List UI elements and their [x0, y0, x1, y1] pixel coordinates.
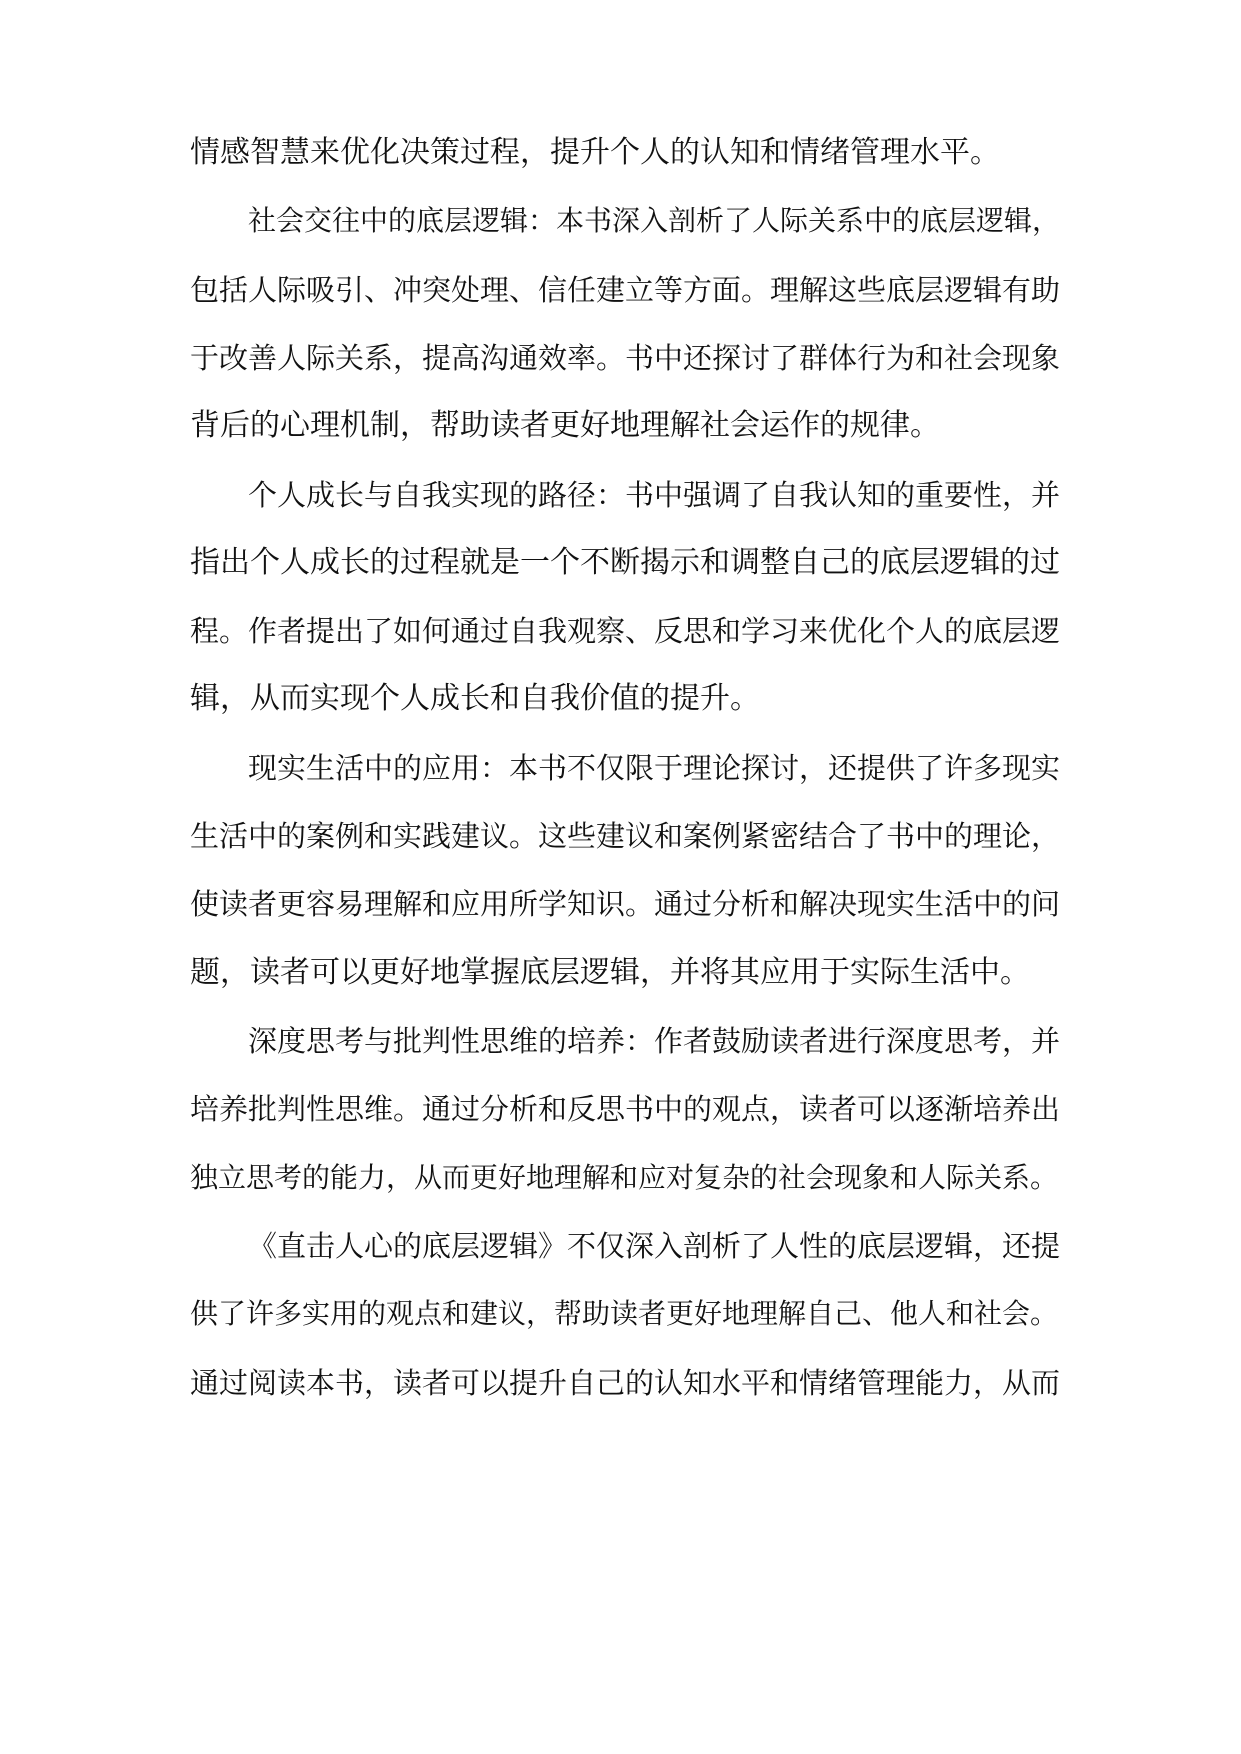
text-line: 独立思考的能力，从而更好地理解和应对复杂的社会现象和人际关系。 [190, 1161, 1059, 1194]
text-line: 个人成长与自我实现的路径：书中强调了自我认知的重要性，并 [248, 478, 1061, 512]
text-line: 指出个人成长的过程就是一个不断揭示和调整自己的底层逻辑的过 [190, 545, 1060, 580]
text-line: 现实生活中的应用：本书不仅限于理论探讨，还提供了许多现实 [248, 751, 1061, 785]
text-line: 社会交往中的底层逻辑：本书深入剖析了人际关系中的底层逻辑， [248, 204, 1061, 237]
text-line: 程。作者提出了如何通过自我观察、反思和学习来优化个人的底层逻 [190, 614, 1061, 648]
text-line: 题，读者可以更好地掌握底层逻辑，并将其应用于实际生活中。 [190, 955, 1030, 990]
text-line: 培养批判性思维。通过分析和反思书中的观点，读者可以逐渐培养出 [190, 1092, 1061, 1126]
text-line: 通过阅读本书，读者可以提升自己的认知水平和情绪管理能力，从而 [190, 1366, 1061, 1400]
text-line: 供了许多实用的观点和建议，帮助读者更好地理解自己、他人和社会。 [190, 1297, 1059, 1330]
text-line: 深度思考与批判性思维的培养：作者鼓励读者进行深度思考，并 [248, 1024, 1061, 1058]
text-line: 使读者更容易理解和应用所学知识。通过分析和解决现实生活中的问 [190, 887, 1061, 921]
text-line: 情感智慧来优化决策过程，提升个人的认知和情绪管理水平。 [190, 135, 1000, 170]
text-line: 背后的心理机制，帮助读者更好地理解社会运作的规律。 [190, 408, 940, 443]
text-line: 生活中的案例和实践建议。这些建议和案例紧密结合了书中的理论， [190, 819, 1061, 853]
text-line: 《直击人心的底层逻辑》不仅深入剖析了人性的底层逻辑，还提 [248, 1229, 1061, 1263]
text-line: 于改善人际关系，提高沟通效率。书中还探讨了群体行为和社会现象 [190, 341, 1061, 375]
text-line: 包括人际吸引、冲突处理、信任建立等方面。理解这些底层逻辑有助 [190, 273, 1061, 307]
text-line: 辑，从而实现个人成长和自我价值的提升。 [190, 681, 760, 716]
